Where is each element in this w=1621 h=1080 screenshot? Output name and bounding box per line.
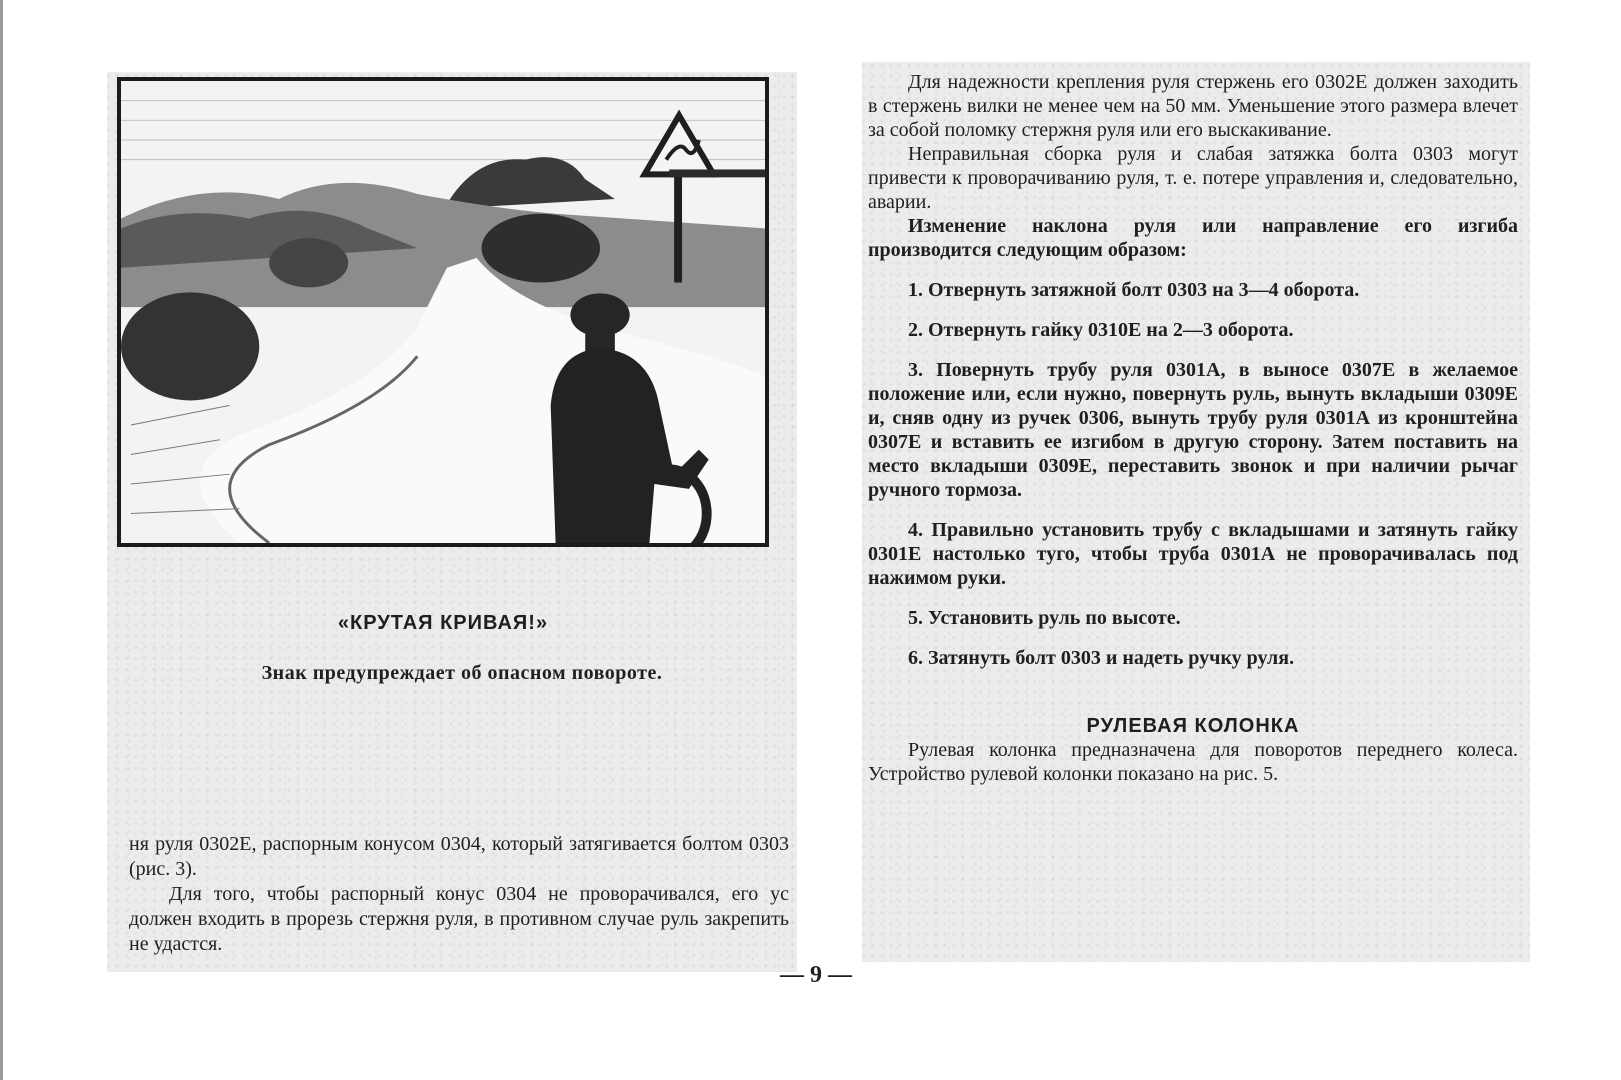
- road-sign-illustration: [117, 77, 769, 547]
- section-heading: РУЛЕВАЯ КОЛОНКА: [1086, 715, 1300, 737]
- step-2: 2. Отвернуть гайку 0310Е на 2—3 оборота.: [908, 319, 1294, 341]
- left-page: [107, 72, 797, 972]
- step-3: 3. Повернуть трубу руля 0301А, в выносе 0307Е в желаемое положение или, если нужно, повернуть руль, вынуть вкладыши 0309Е и, сняв одну из ручек 0306, вынуть трубу руля 0301А из кронштейна 0307Е и вставить ее изгибом в другую сторону. Затем поставить на место вкладыши 0309Е, переставить звонок и при наличии рычаг ручного тормоза.: [868, 359, 1518, 501]
- steps-intro: Изменение наклона руля или направление его изгиба производится следующим образом:: [868, 215, 1518, 261]
- sign-caption-title: «КРУТАЯ КРИВАЯ!»: [337, 612, 549, 634]
- left-paragraph-1: ня руля 0302Е, распорным конусом 0304, который затягивается болтом 0303 (рис. 3).: [129, 833, 789, 880]
- step-1: 1. Отвернуть затяжной болт 0303 на 3—4 оборота.: [908, 279, 1360, 301]
- section-paragraph: Рулевая колонка предназначена для поворотов переднего колеса. Устройство рулевой колонки показано на рис. 5.: [868, 739, 1518, 785]
- page-number: — 9 —: [780, 962, 852, 988]
- step-4: 4. Правильно установить трубу с вкладышами и затянуть гайку 0301Е настолько туго, чтобы труба 0301А не проворачивалась под нажимом руки.: [868, 519, 1518, 589]
- right-paragraph-1: Для надежности крепления руля стержень его 0302Е должен заходить в стержень вилки не менее чем на 50 мм. Уменьшение этого размера влечет за собой поломку стержня руля или его выскакивание.: [868, 71, 1518, 141]
- left-page-text: [129, 832, 789, 957]
- right-paragraph-2: Неправильная сборка руля и слабая затяжка болта 0303 могут привести к проворачиванию руля, т. е. потере управления и, следовательно, аварии.: [868, 143, 1518, 213]
- step-5: 5. Установить руль по высоте.: [908, 607, 1181, 629]
- scan-left-edge: [0, 0, 3, 1080]
- left-paragraph-2: Для того, чтобы распорный конус 0304 не проворачивался, его ус должен входить в прорезь стержня руля, в противном случае руль закрепить не удастся.: [129, 883, 789, 955]
- cyclist-road-illustration: [121, 81, 765, 543]
- right-page-text: [868, 70, 1518, 786]
- right-page: [862, 62, 1530, 962]
- step-6: 6. Затянуть болт 0303 и надеть ручку руля.: [908, 647, 1295, 669]
- sign-caption-text: Знак предупреждает об опасном повороте.: [261, 662, 663, 684]
